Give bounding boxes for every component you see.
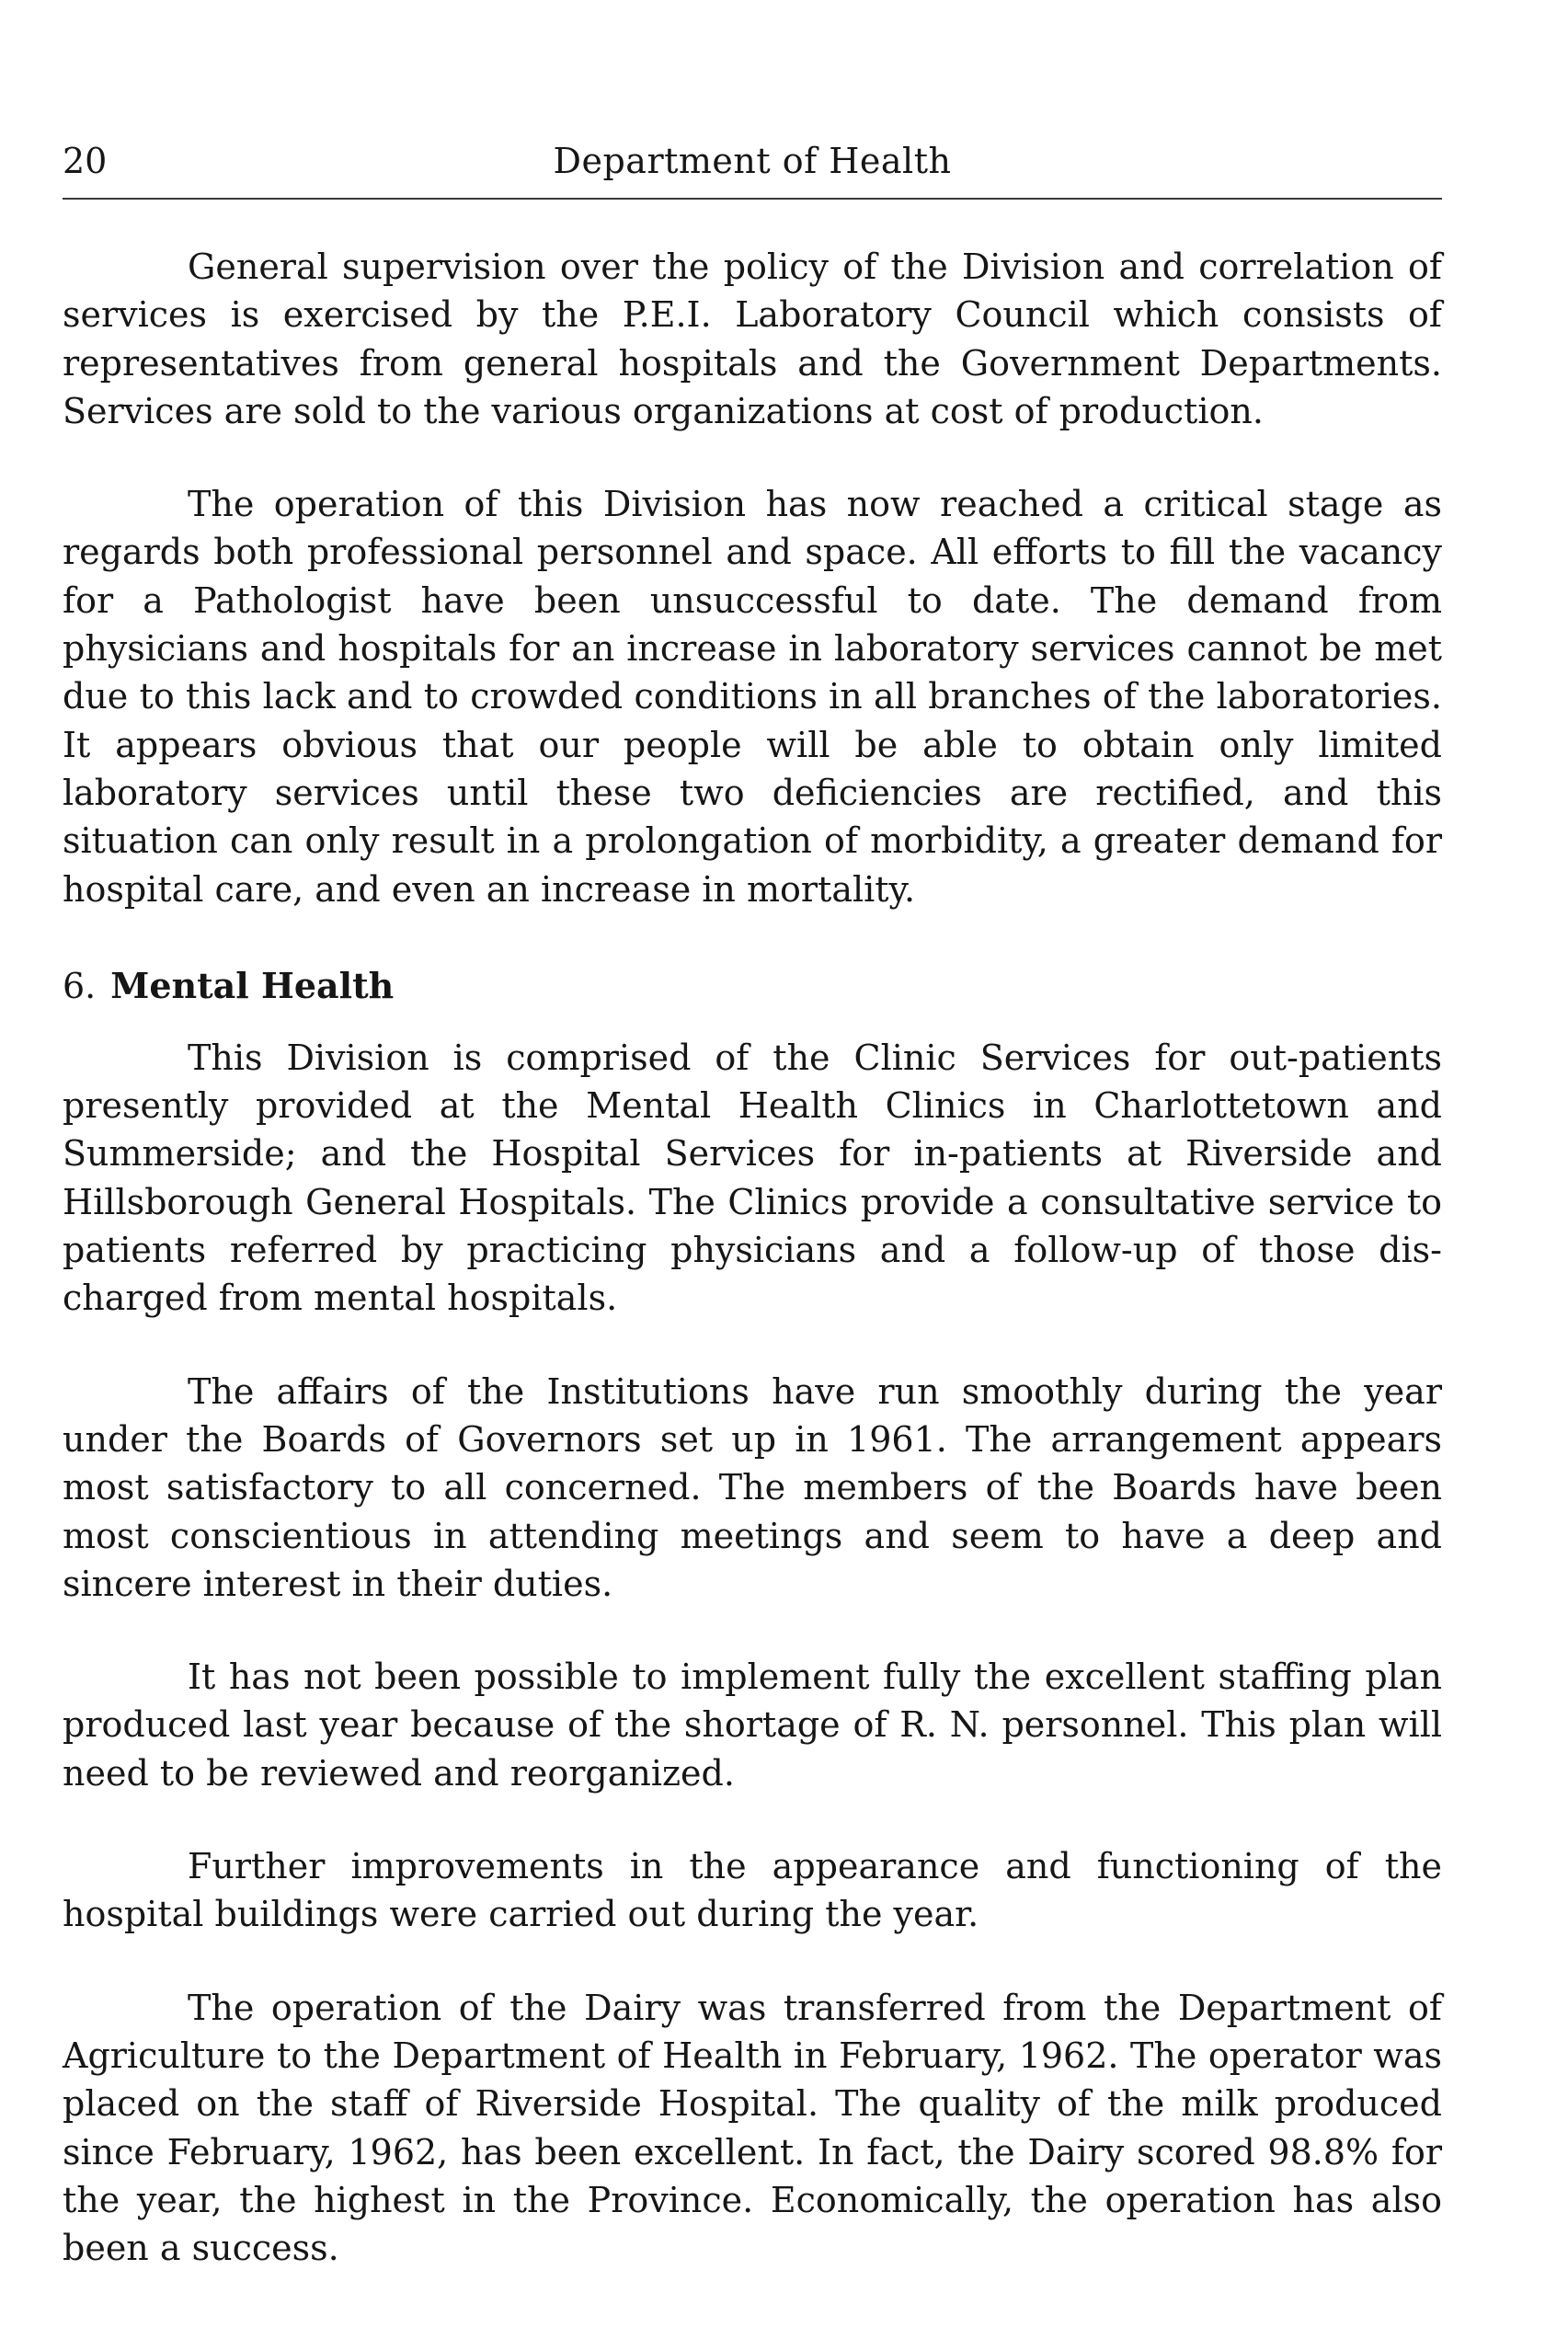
paragraph: The affairs of the Institutions have run smoothly during the year under the Boards of Governors set up in 1961. The arrangement appears most satisfactory to all concerned. The members of the Boards have been most conscientious in attending meetings and seem to have a deep and sincere interest in their duties. [63,1370,1442,1604]
paragraph: It has not been possible to implement fully the excellent staffing plan produced last year because of the shortage of R. N. personnel. This plan will need to be reviewed and reorganized. [63,1656,1442,1794]
section-heading [63,958,1442,1014]
paragraph: This Division is comprised of the Clinic Services for out-patients presently provided at the Mental Health Clinics in Charlottetown and Summerside; and the Hospital Services for in-patients at Riverside and Hillsborough General Hospitals. The Clinics provide a consultative service to patients referred by practicing physicians and a follow-up of those discharged from mental hospitals. [63,1037,1442,1319]
paragraph: Further improvements in the appearance and functioning of the hospital buildings were carried out during the year. [63,1846,1442,1935]
paragraph: The operation of this Division has now reached a critical stage as regards both professional personnel and space. All efforts to fill the vacancy for a Pathologist have been unsuccessful to date. The demand from physicians and hospitals for an increase in laboratory services cannot be met due to this lack and to crowded conditions in all branches of the laboratories. It appears obvious that our people will be able to obtain only limited laboratory services until these two deficiencies are rectified, and this situation can only result in a prolongation of morbidity, a greater demand for hospital care, and even an increase in mortality. [63,484,1442,910]
running-title: Department of Health [553,141,952,181]
body-text [63,243,1442,2272]
section-title: Mental Health [110,964,395,1006]
page-number: 20 [63,141,108,181]
paragraph: General supervision over the policy of the Division and correlation of services is exercised by the P.E.I. Laboratory Council which consists of representatives from general hospitals and the Government Departments. Services are sold to the various organizations at cost of production. [63,246,1442,431]
section-number: 6. [63,965,97,1006]
header-rule [63,198,1442,200]
page-header [63,133,1442,189]
paragraph: The operation of the Dairy was transferred from the Department of Agriculture to the Department of Health in February, 1962. The operator was placed on the staff of Riverside Hospital. The quality of the milk produced since February, 1962, has been excellent. In fact, the Dairy scored 98.8% for the year, the highest in the Province. Economically, the operation has also been a success. [63,1987,1442,2269]
